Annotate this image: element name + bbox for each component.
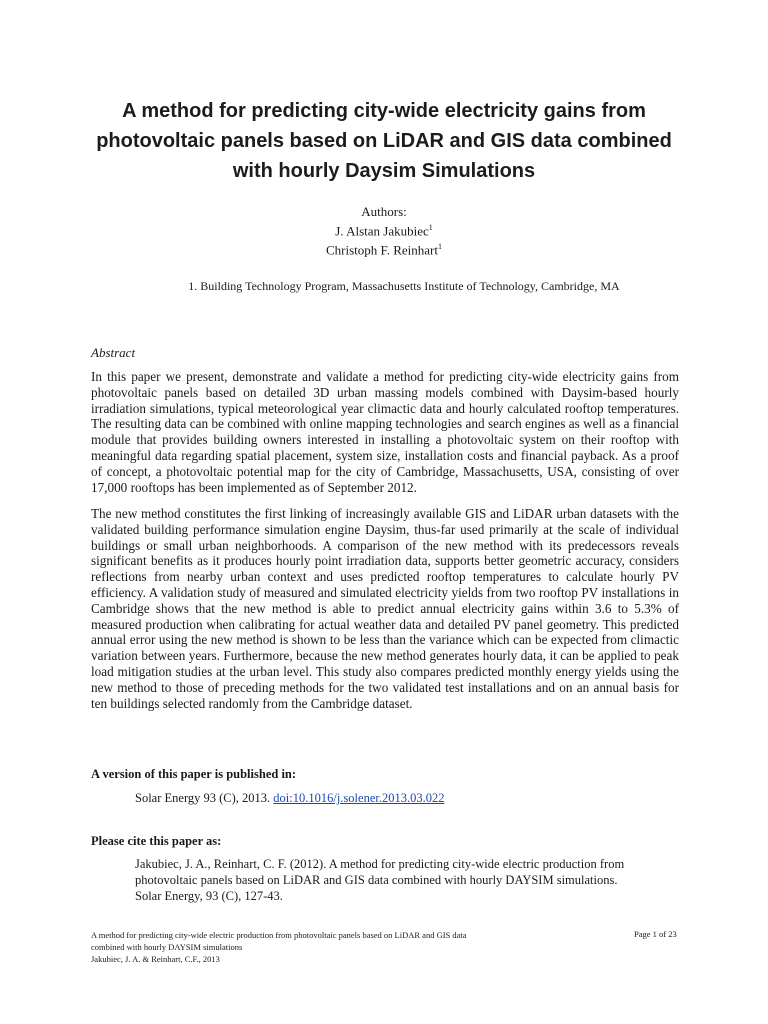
authors-block: [0, 204, 768, 259]
author-1-affil-mark: 1: [428, 223, 433, 232]
author-2: [0, 239, 768, 258]
author-1: [0, 220, 768, 239]
paper-title: [80, 96, 688, 186]
abstract-paragraph-1: In this paper we present, demonstrate and validate a method for predicting city-wide electricity gains from photovoltaic panels based on detailed 3D urban massing models combined with Daysim-based hourly irradiation simulations, typical meteorological year climactic data and hourly calculated rooftop temperatures. The resulting data can be combined with online mapping technologies and search engines as well as a financial module that provides building owners interested in installing a photovoltaic system on their rooftop with meaningful data regarding spatial placement, system size, installation costs and financial payback. As a proof of concept, a photovoltaic potential map for the city of Cambridge, Massachusetts, USA, consisting of over 17,000 rooftops has been implemented as of September 2012.: [91, 369, 679, 495]
author-2-name: Christoph F. Reinhart: [326, 242, 438, 258]
abstract-heading: Abstract: [91, 345, 136, 360]
abstract-paragraph-2: The new method constitutes the first linking of increasingly available GIS and LiDAR urban datasets with the validated building performance simulation engine Daysim, thus-far used primarily at the scale of individual buildings or small urban neighborhoods. A comparison of the new method with its predecessors reveals significant benefits as it produces hourly point irradiation data, supports better geometric accuracy, considers reflections from nearby urban context and uses predicted rooftop temperatures to calculate hourly PV efficiency. A validation study of measured and simulated electricity yields from two rooftop PV installations in Cambridge shows that the new method is able to predict annual electricity gains within 3.6 to 5.3% of measured production when calibrating for actual weather data and detailed PV panel geometry. This predicted annual error using the new method is shown to be less than the variance which can be expected from climactic variation between years. Furthermore, because the new method generates hourly data, it can be applied to peak load mitigation studies at the urban level. This study also compares predicted monthly energy yields using the new method to those of preceding methods for the two validated test installations and on an annual basis for ten buildings selected randomly from the Cambridge dataset.: [91, 506, 679, 711]
authors-label: Authors:: [361, 204, 407, 219]
title-line-1: A method for predicting city-wide electricity gains from: [122, 100, 646, 122]
author-1-name: J. Alstan Jakubiec: [335, 223, 429, 239]
affiliation: 1. Building Technology Program, Massachusetts Institute of Technology, Cambridge, MA: [188, 279, 620, 293]
publication-citation: [135, 790, 635, 806]
publication-journal: Solar Energy 93 (C), 2013.: [135, 791, 274, 805]
footer-line-2: combined with hourly DAYSIM simulations: [91, 942, 243, 952]
title-line-2: photovoltaic panels based on LiDAR and GIS data combined: [96, 130, 672, 152]
page-footer: [91, 929, 531, 965]
doi-link[interactable]: doi:10.1016/j.solener.2013.03.022: [273, 791, 445, 805]
author-2-affil-mark: 1: [438, 242, 442, 252]
page-number: Page 1 of 23: [634, 929, 677, 939]
title-line-3: with hourly Daysim Simulations: [232, 160, 536, 182]
publication-heading: A version of this paper is published in:: [91, 767, 297, 781]
footer-line-3: Jakubiec, J. A. & Reinhart, C.F., 2013: [91, 954, 220, 964]
footer-line-1: A method for predicting city-wide electric production from photovoltaic panels based on LiDAR and GIS data: [91, 930, 467, 940]
cite-heading: Please cite this paper as:: [91, 834, 222, 848]
cite-text: Jakubiec, J. A., Reinhart, C. F. (2012). A method for predicting city-wide electric production from photovoltaic panels based on LiDAR and GIS data combined with hourly DAYSIM simulations. Solar Energy, 93 (C), 127-43.: [135, 857, 625, 903]
